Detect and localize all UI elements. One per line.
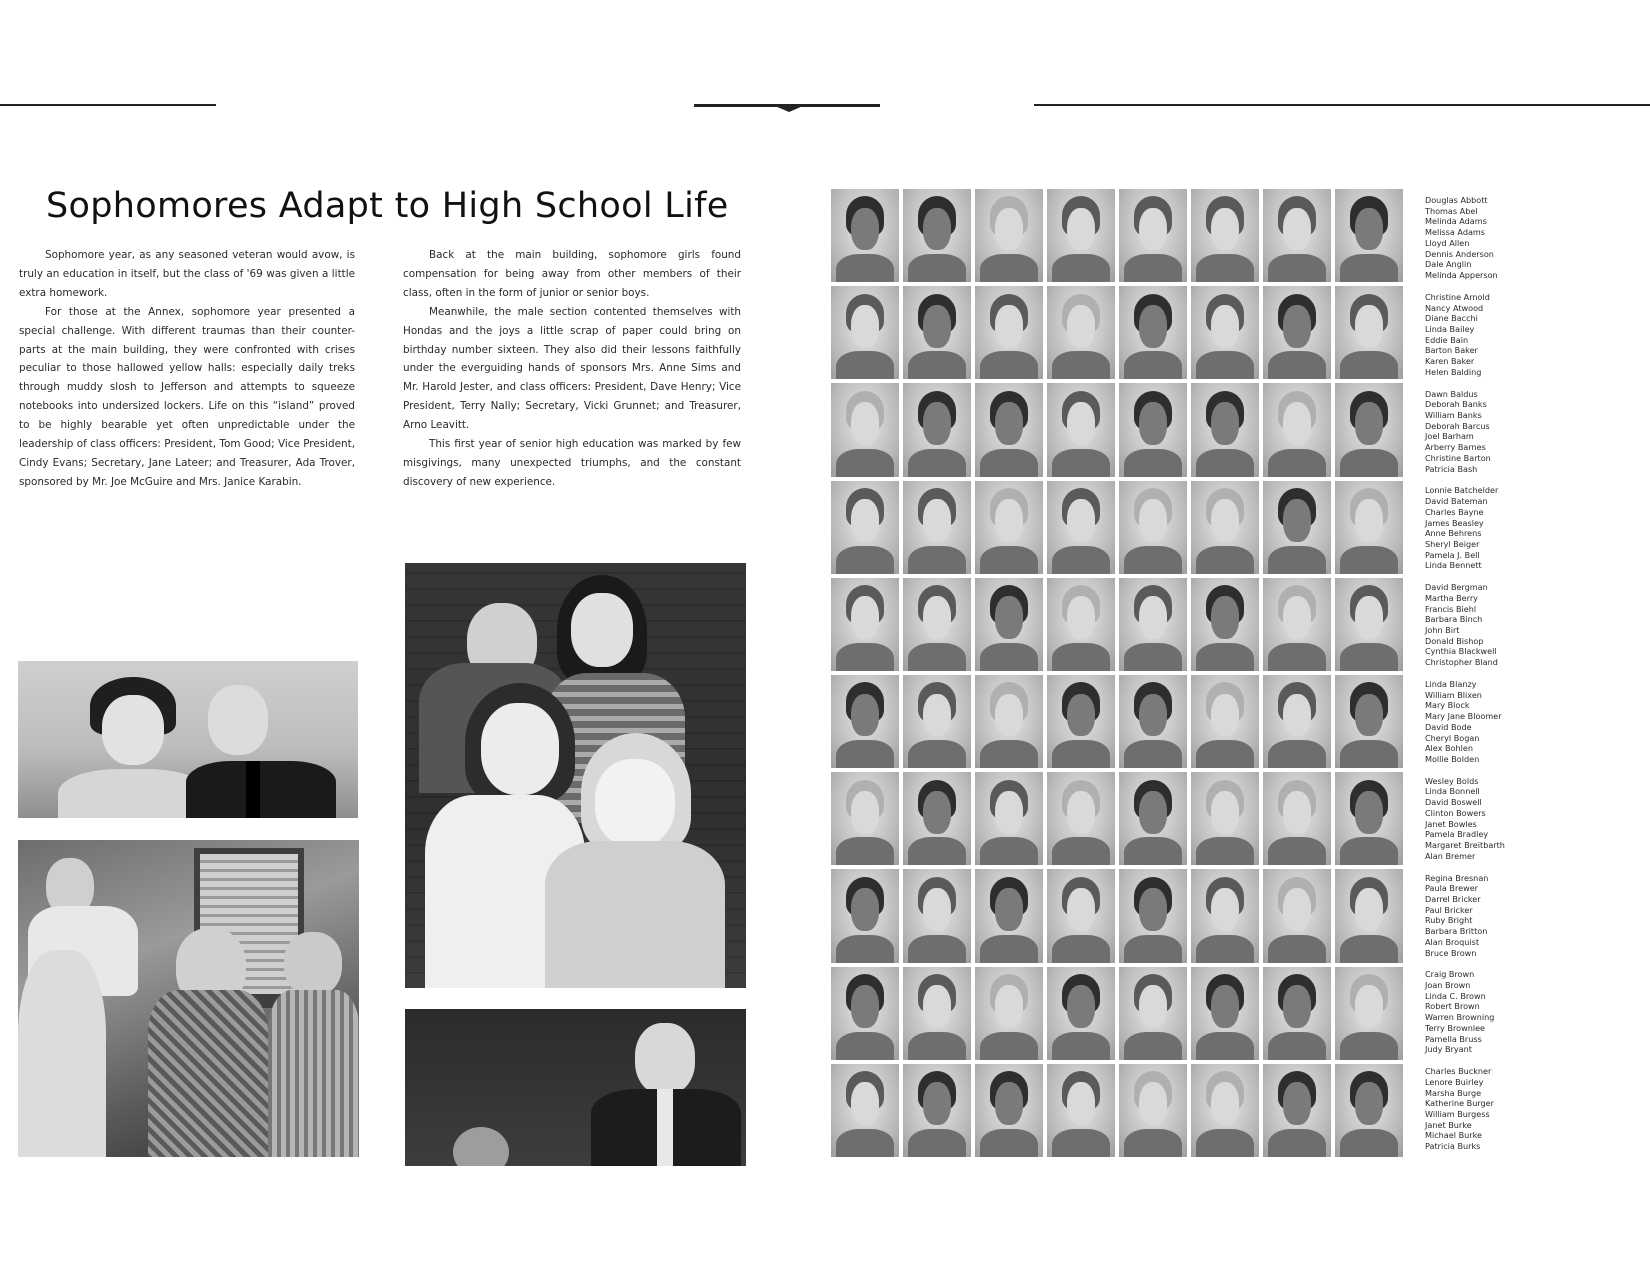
student-name: Dawn Baldus (1425, 388, 1478, 399)
student-name: Regina Bresnan (1425, 872, 1489, 883)
gutter-marker (775, 106, 803, 112)
student-name: Eddie Bain (1425, 334, 1469, 345)
student-name: Mollie Bolden (1425, 753, 1480, 764)
student-name: Barton Baker (1425, 345, 1478, 356)
student-name: David Bode (1425, 721, 1472, 732)
student-portrait (831, 189, 899, 282)
student-portrait (903, 383, 971, 476)
name-group (1425, 485, 1545, 582)
student-portrait (1047, 578, 1115, 671)
paragraph: For those at the Annex, sophomore year presented a special challenge. With different traumas than their counter-parts at the main building, they were confronted with crises peculiar to those hallowed yellow halls: especially daily treks through muddy slosh to Jefferson and attempts to squeeze notebooks into undersized lockers. Life on this “island” proved to be highly bearable yet often unpredictable under the leadership of class officers: President, Tom Good; Vice President, Cindy Evans; Secretary, Jane Lateer; and Treasurer, Ada Trover, sponsored by Mr. Joe McGuire and Mrs. Janice Karabin. (19, 305, 355, 488)
name-group (1425, 969, 1545, 1066)
student-name: Joan Brown (1425, 980, 1471, 991)
name-group (1425, 195, 1545, 292)
student-name: Clinton Bowers (1425, 807, 1486, 818)
body-column-right (403, 246, 741, 492)
name-group (1425, 389, 1545, 486)
student-portrait (831, 1064, 899, 1157)
student-name: Michael Burke (1425, 1130, 1482, 1141)
student-name: Melinda Adams (1425, 216, 1487, 227)
student-name: James Beasley (1425, 517, 1484, 528)
student-portrait (1263, 578, 1331, 671)
student-name: Linda Bailey (1425, 323, 1475, 334)
portrait-grid (831, 189, 1403, 1157)
student-name: David Bergman (1425, 582, 1488, 593)
student-portrait (1191, 286, 1259, 379)
student-portrait (1119, 286, 1187, 379)
student-portrait (1047, 869, 1115, 962)
student-name: Alex Bohlen (1425, 743, 1473, 754)
student-portrait (975, 772, 1043, 865)
student-name: Melinda Apperson (1425, 269, 1498, 280)
student-name: Nancy Atwood (1425, 302, 1484, 313)
student-name: Lenore Buirley (1425, 1076, 1484, 1087)
student-name: Christopher Bland (1425, 657, 1498, 668)
student-name: Thomas Abel (1425, 205, 1478, 216)
student-portrait (1263, 772, 1331, 865)
student-portrait (975, 1064, 1043, 1157)
student-portrait (1263, 675, 1331, 768)
student-portrait (903, 869, 971, 962)
top-rule-right (1034, 104, 1650, 106)
student-portrait (903, 675, 971, 768)
student-name: Deborah Banks (1425, 399, 1487, 410)
student-name: Warren Browning (1425, 1012, 1495, 1023)
student-name: Robert Brown (1425, 1001, 1480, 1012)
photo-sponsors (18, 661, 358, 818)
student-portrait (1119, 383, 1187, 476)
student-name: Helen Balding (1425, 366, 1482, 377)
student-portrait (1119, 1064, 1187, 1157)
student-name: Margaret Breitbarth (1425, 840, 1505, 850)
student-portrait (1119, 772, 1187, 865)
student-name: Joel Barham (1425, 431, 1474, 442)
student-portrait (975, 869, 1043, 962)
student-portrait (1191, 869, 1259, 962)
student-name: Douglas Abbott (1425, 195, 1488, 205)
student-portrait (1191, 967, 1259, 1060)
student-portrait (1335, 675, 1403, 768)
student-portrait (1263, 286, 1331, 379)
student-name: Paula Brewer (1425, 883, 1478, 894)
student-name: Cynthia Blackwell (1425, 646, 1497, 657)
name-group (1425, 873, 1545, 970)
student-portrait (1047, 286, 1115, 379)
photo-students-outdoors (18, 840, 359, 1157)
student-name: Darrel Bricker (1425, 893, 1481, 904)
student-name: Alan Broquist (1425, 936, 1480, 947)
student-name: Christine Arnold (1425, 291, 1490, 302)
student-name: Linda Bennett (1425, 560, 1482, 571)
student-portrait (903, 967, 971, 1060)
student-portrait (903, 286, 971, 379)
student-portrait (1335, 189, 1403, 282)
student-portrait (903, 772, 971, 865)
student-portrait (1191, 1064, 1259, 1157)
student-portrait (1047, 383, 1115, 476)
name-group (1425, 582, 1545, 679)
student-portrait (1191, 189, 1259, 282)
student-portrait (1047, 772, 1115, 865)
student-portrait (1335, 772, 1403, 865)
student-name: Patricia Bash (1425, 463, 1478, 474)
student-name: Bruce Brown (1425, 947, 1477, 958)
student-name: Lloyd Allen (1425, 237, 1470, 248)
student-name: Pamela J. Bell (1425, 549, 1480, 560)
student-portrait (975, 189, 1043, 282)
student-portrait (1335, 286, 1403, 379)
student-name: Donald Bishop (1425, 635, 1484, 646)
student-name: Francis Biehl (1425, 603, 1477, 614)
student-portrait (1263, 869, 1331, 962)
student-portrait (1263, 481, 1331, 574)
student-portrait (1191, 383, 1259, 476)
student-name: Dennis Anderson (1425, 248, 1494, 259)
paragraph: Sophomore year, as any seasoned veteran would avow, is truly an education in itself, but the class of '69 was given a little extra homework. (19, 249, 355, 299)
student-portrait (1191, 481, 1259, 574)
student-portrait (1119, 869, 1187, 962)
student-name: Barbara Binch (1425, 614, 1483, 625)
student-name: David Boswell (1425, 797, 1482, 808)
student-portrait (831, 967, 899, 1060)
top-rule-left (0, 104, 216, 106)
student-name: Christine Barton (1425, 452, 1491, 463)
student-name: David Bateman (1425, 496, 1488, 507)
student-portrait (975, 481, 1043, 574)
name-group (1425, 679, 1545, 776)
student-portrait (1047, 967, 1115, 1060)
student-name: Ruby Bright (1425, 915, 1473, 926)
student-portrait (1263, 189, 1331, 282)
student-name: Lonnie Batchelder (1425, 485, 1499, 496)
student-portrait (1047, 1064, 1115, 1157)
paragraph: This first year of senior high education was marked by few misgivings, many unexpected triumphs, and the constant discovery of new experience. (403, 438, 741, 488)
student-name: Dale Anglin (1425, 259, 1472, 270)
student-name: Janet Burke (1425, 1119, 1472, 1130)
student-portrait (903, 481, 971, 574)
student-portrait (1191, 675, 1259, 768)
student-portrait (1263, 1064, 1331, 1157)
student-portrait (1263, 967, 1331, 1060)
student-portrait (1119, 189, 1187, 282)
student-name: Judy Bryant (1425, 1044, 1472, 1055)
student-portrait (1335, 578, 1403, 671)
student-portrait (975, 967, 1043, 1060)
student-portrait (1335, 481, 1403, 574)
student-portrait (1119, 578, 1187, 671)
student-portrait (831, 772, 899, 865)
student-name: Wesley Bolds (1425, 775, 1479, 786)
student-name: Sheryl Beiger (1425, 538, 1480, 549)
student-name: Terry Brownlee (1425, 1022, 1486, 1033)
student-portrait (1047, 189, 1115, 282)
student-name: Patricia Burks (1425, 1141, 1481, 1152)
student-portrait (1047, 481, 1115, 574)
student-name: Karen Baker (1425, 356, 1475, 367)
student-name: Anne Behrens (1425, 528, 1482, 539)
student-portrait (1335, 869, 1403, 962)
student-portrait (1335, 967, 1403, 1060)
student-portrait (1191, 578, 1259, 671)
photo-students-stairs (405, 563, 746, 988)
student-portrait (1263, 383, 1331, 476)
student-portrait (975, 675, 1043, 768)
student-name: Barbara Britton (1425, 926, 1488, 937)
student-name: Pamela Bradley (1425, 829, 1489, 840)
student-portrait (975, 578, 1043, 671)
name-group (1425, 1066, 1545, 1163)
student-name: Martha Berry (1425, 592, 1478, 603)
student-portrait (831, 383, 899, 476)
student-portrait (1119, 481, 1187, 574)
student-portrait (831, 869, 899, 962)
name-group (1425, 292, 1545, 389)
student-name: John Birt (1425, 625, 1460, 635)
student-name: William Burgess (1425, 1108, 1490, 1119)
student-name: Melissa Adams (1425, 227, 1486, 238)
student-name: Linda Bonnell (1425, 786, 1480, 797)
student-name: Paul Bricker (1425, 904, 1473, 915)
student-name: Charles Buckner (1425, 1066, 1492, 1077)
body-column-left (19, 246, 355, 492)
student-name: Arberry Barnes (1425, 442, 1486, 453)
student-name: Marsha Burge (1425, 1087, 1482, 1098)
student-portrait (975, 286, 1043, 379)
student-portrait (831, 286, 899, 379)
student-portrait (831, 481, 899, 574)
student-name: Katherine Burger (1425, 1098, 1494, 1109)
student-portrait (975, 383, 1043, 476)
student-portrait (1335, 383, 1403, 476)
student-portrait (1119, 675, 1187, 768)
page-title: Sophomores Adapt to High School Life (46, 186, 729, 226)
student-name: Diane Bacchi (1425, 313, 1478, 324)
student-name: Mary Block (1425, 700, 1470, 711)
student-name: Linda Blanzy (1425, 678, 1477, 689)
student-name: Mary Jane Bloomer (1425, 711, 1502, 722)
photo-teacher (405, 1009, 746, 1166)
paragraph: Back at the main building, sophomore girls found compensation for being away from other members of their class, often in the form of junior or senior boys. (403, 249, 741, 299)
student-name: Alan Bremer (1425, 850, 1476, 861)
student-portrait (1335, 1064, 1403, 1157)
student-name: Janet Bowles (1425, 818, 1477, 829)
student-name: William Banks (1425, 410, 1482, 420)
student-name: Cheryl Bogan (1425, 732, 1480, 743)
student-portrait (903, 189, 971, 282)
student-portrait (903, 1064, 971, 1157)
student-portrait (1191, 772, 1259, 865)
student-name: Pamella Bruss (1425, 1033, 1482, 1044)
student-name: Deborah Barcus (1425, 420, 1490, 431)
name-group (1425, 776, 1545, 873)
student-name: Linda C. Brown (1425, 990, 1486, 1001)
student-portrait (831, 675, 899, 768)
student-names-list (1425, 195, 1545, 1163)
student-portrait (903, 578, 971, 671)
student-portrait (1047, 675, 1115, 768)
student-name: Charles Bayne (1425, 506, 1484, 517)
paragraph: Meanwhile, the male section contented themselves with Hondas and the joys a little scrap of paper could bring on birthday number sixteen. They also did their lessons faithfully under the everguiding hands of sponsors Mrs. Anne Sims and Mr. Harold Jester, and class officers: President, Dave Henry; Vice President, Terry Nally; Secretary, Vicki Grunnet; and Treasurer, Arno Leavitt. (403, 305, 741, 432)
student-name: Craig Brown (1425, 969, 1475, 980)
student-name: William Blixen (1425, 689, 1482, 700)
student-portrait (1119, 967, 1187, 1060)
student-portrait (831, 578, 899, 671)
